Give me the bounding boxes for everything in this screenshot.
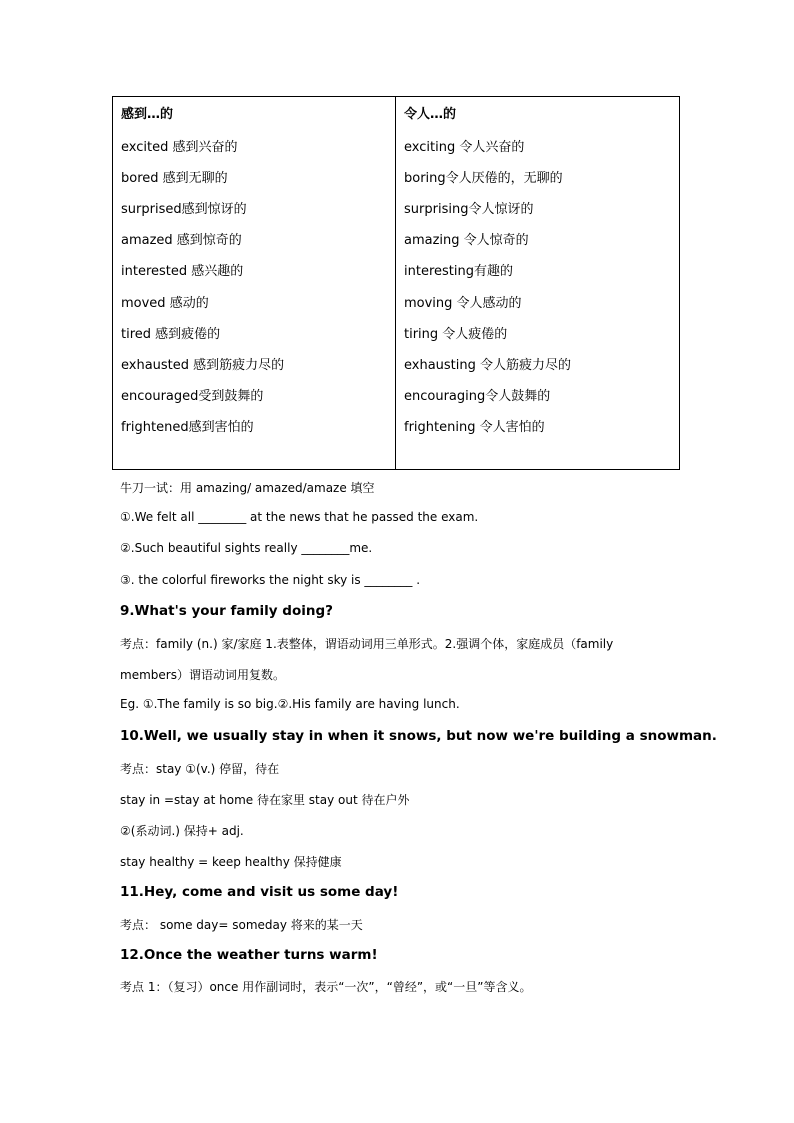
exercise-instruction: 牛刀一试：用 amazing/ amazed/amaze 填空 bbox=[120, 481, 375, 495]
exercise-item: ①.We felt all ________ at the news that he passed the exam. bbox=[120, 510, 479, 524]
table-cell: exhausted 感到筋疲力尽的 bbox=[121, 358, 285, 373]
table-cell: tiring 令人疲倦的 bbox=[404, 327, 508, 342]
adjective-table bbox=[112, 96, 680, 470]
table-column-make-feel bbox=[396, 97, 679, 469]
column-header-feel: 感到…的 bbox=[121, 107, 174, 122]
table-cell: exciting 令人兴奋的 bbox=[404, 140, 525, 155]
note-text: 考点： some day= someday 将来的某一天 bbox=[120, 918, 363, 932]
table-cell: encouraging令人鼓舞的 bbox=[404, 389, 551, 404]
table-cell: moved 感动的 bbox=[121, 296, 209, 311]
note-text: 考点：stay ①(v.) 停留，待在 bbox=[120, 762, 280, 776]
table-cell: interesting有趣的 bbox=[404, 264, 513, 279]
table-cell: bored 感到无聊的 bbox=[121, 171, 228, 186]
table-cell: encouraged受到鼓舞的 bbox=[121, 389, 264, 404]
note-text: stay healthy = keep healthy 保持健康 bbox=[120, 855, 342, 869]
table-cell: interested 感兴趣的 bbox=[121, 264, 244, 279]
table-cell: frightened感到害怕的 bbox=[121, 420, 254, 435]
section-heading: 11.Hey, come and visit us some day! bbox=[120, 884, 399, 900]
exercise-item: ③. the colorful fireworks the night sky is ________ . bbox=[120, 573, 421, 587]
table-cell: amazed 感到惊奇的 bbox=[121, 233, 242, 248]
exercise-item: ②.Such beautiful sights really ________me. bbox=[120, 541, 373, 555]
table-cell: amazing 令人惊奇的 bbox=[404, 233, 529, 248]
note-text: ②(系动词.) 保持+ adj. bbox=[120, 824, 244, 838]
section-heading: 12.Once the weather turns warm! bbox=[120, 947, 378, 963]
table-cell: exhausting 令人筋疲力尽的 bbox=[404, 358, 572, 373]
note-text: members）谓语动词用复数。 bbox=[120, 668, 285, 682]
example-text: Eg. ①.The family is so big.②.His family are having lunch. bbox=[120, 697, 460, 711]
column-header-make-feel: 令人…的 bbox=[404, 107, 457, 122]
table-cell: surprised感到惊讶的 bbox=[121, 202, 247, 217]
table-cell: surprising令人惊讶的 bbox=[404, 202, 534, 217]
note-text: stay in =stay at home 待在家里 stay out 待在户外 bbox=[120, 793, 410, 807]
table-cell: boring令人厌倦的，无聊的 bbox=[404, 171, 563, 186]
table-cell: moving 令人感动的 bbox=[404, 296, 522, 311]
note-text: 考点：family (n.) 家/家庭 1.表整体，谓语动词用三单形式。2.强调个体，家庭成员（family bbox=[120, 637, 614, 651]
table-cell: frightening 令人害怕的 bbox=[404, 420, 545, 435]
table-column-feel bbox=[113, 97, 396, 469]
note-text: 考点 1：（复习）once 用作副词时，表示“一次”，“曾经”，或“一旦”等含义。 bbox=[120, 980, 532, 994]
section-heading: 9.What's your family doing? bbox=[120, 603, 333, 619]
table-cell: excited 感到兴奋的 bbox=[121, 140, 238, 155]
section-heading: 10.Well, we usually stay in when it snows, but now we're building a snowman. bbox=[120, 728, 717, 744]
table-cell: tired 感到疲倦的 bbox=[121, 327, 221, 342]
